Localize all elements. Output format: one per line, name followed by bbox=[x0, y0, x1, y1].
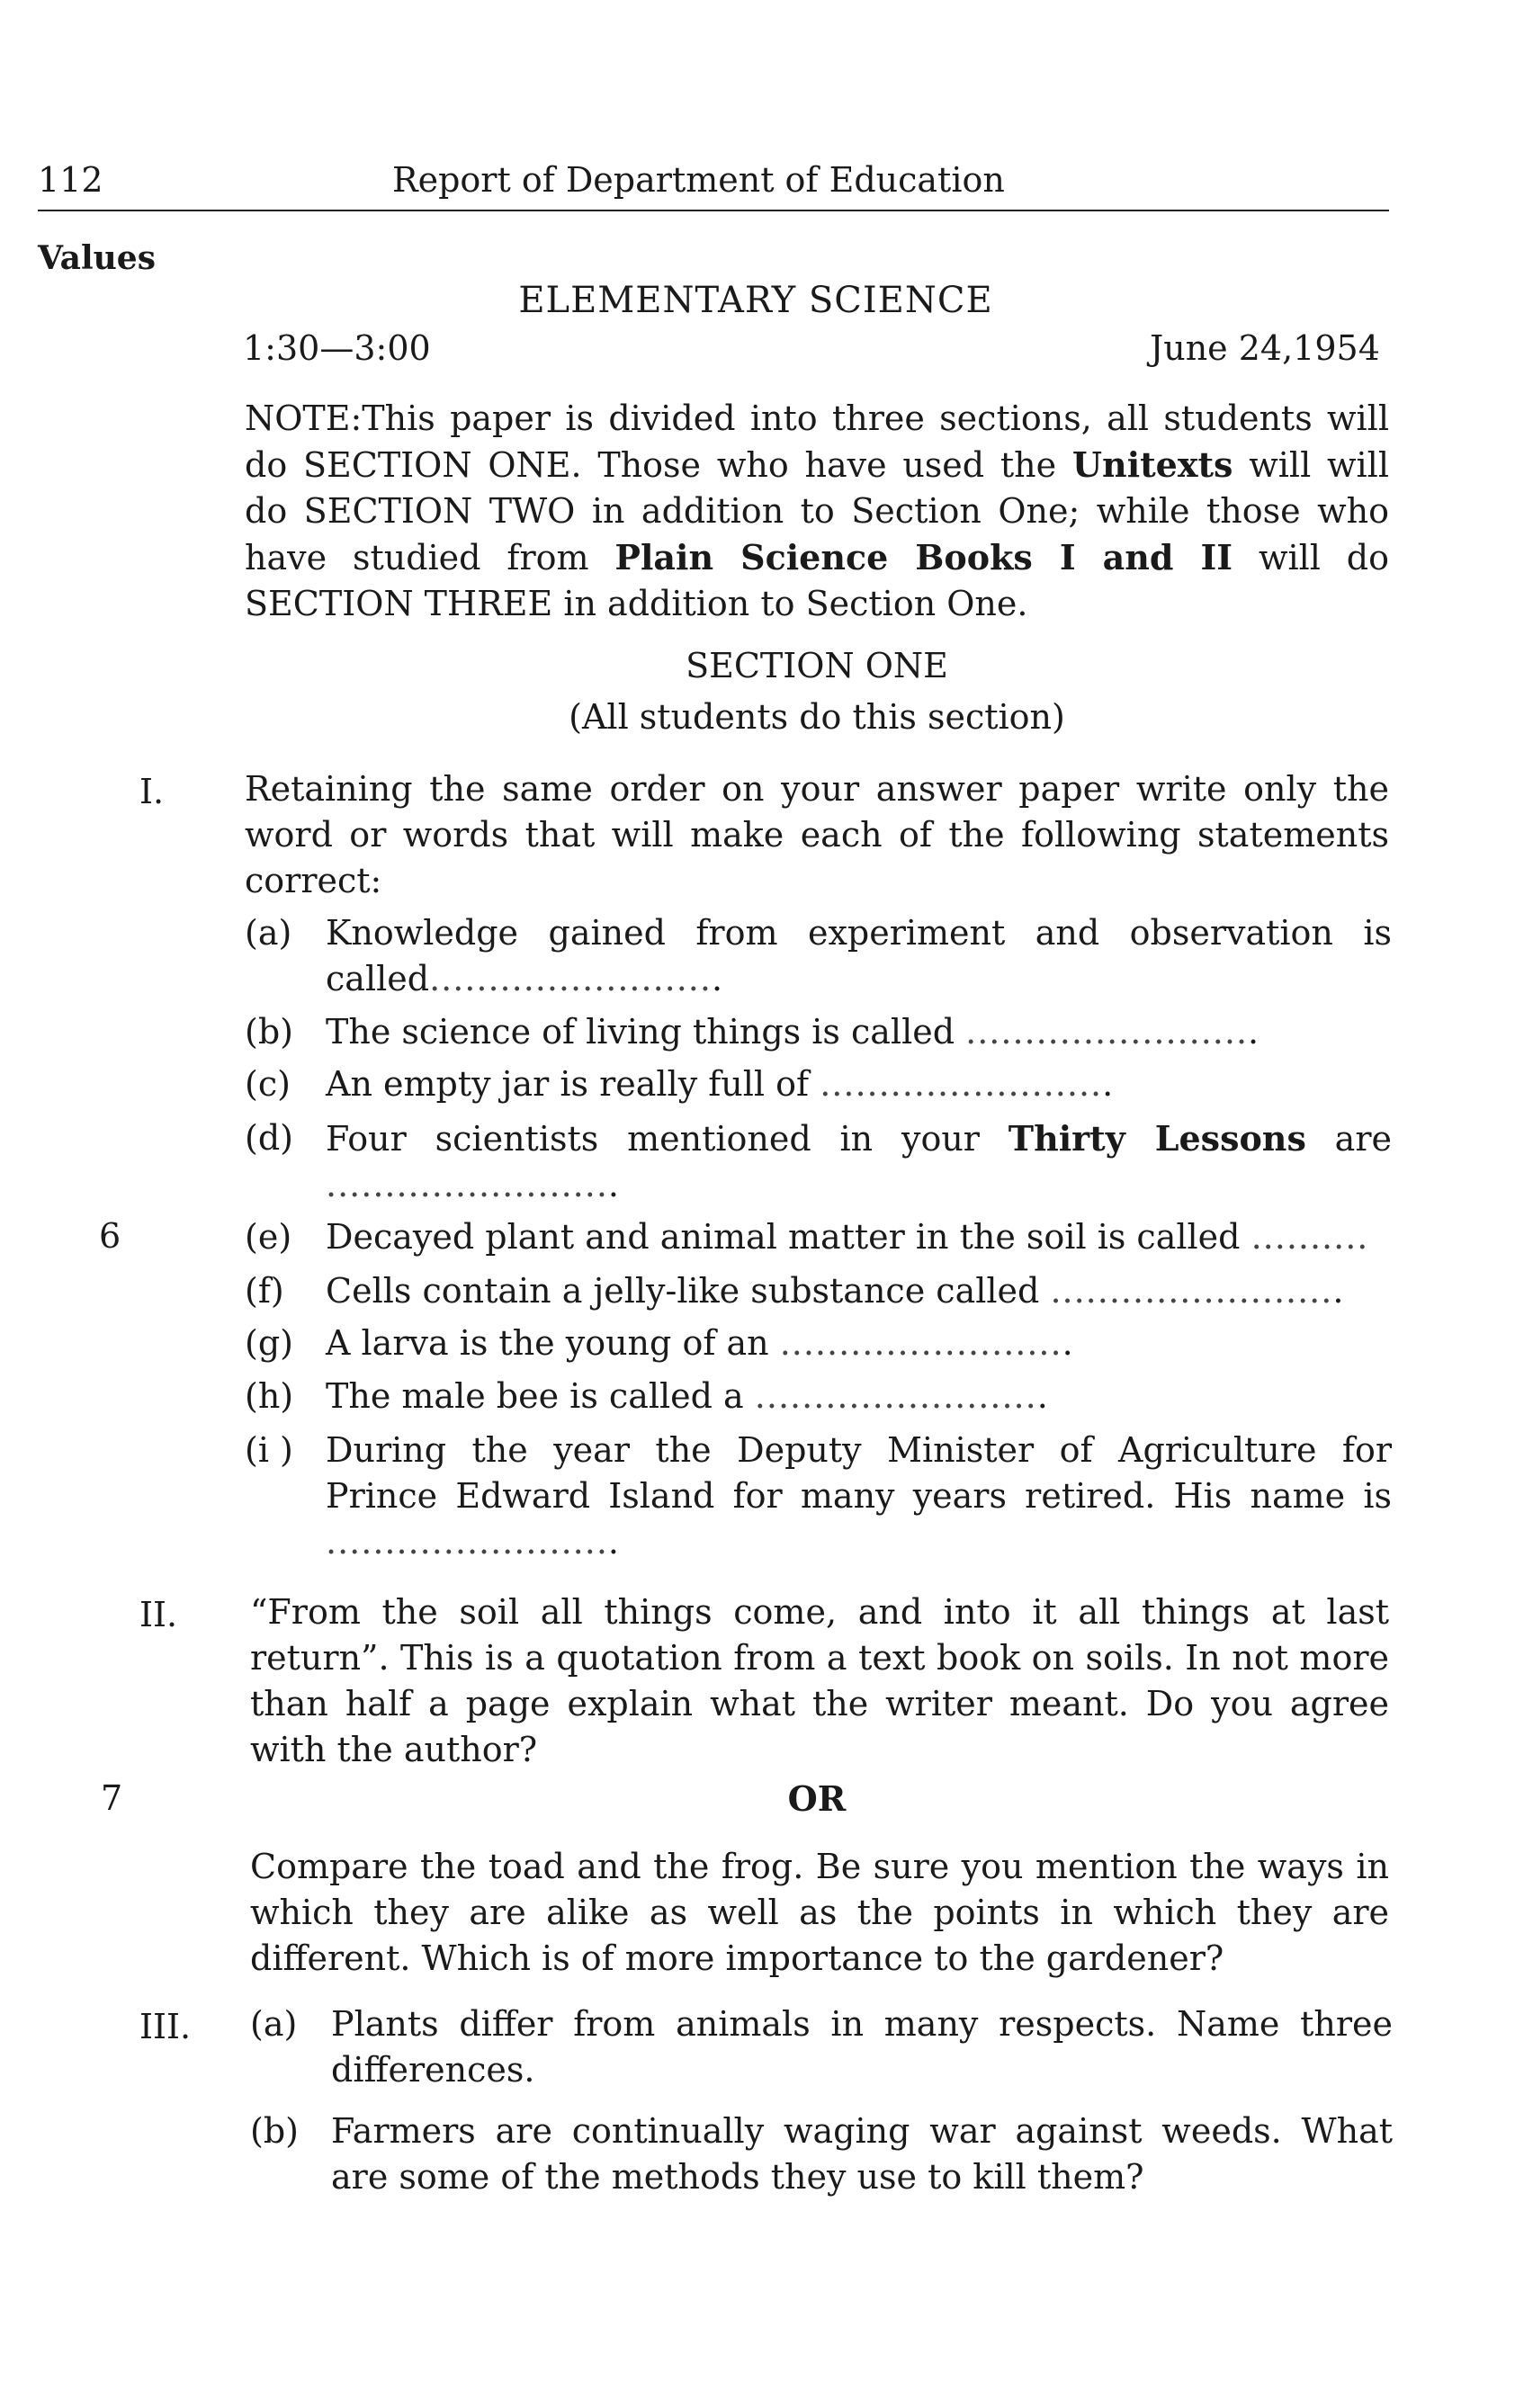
answer-blank: ........................ bbox=[965, 1012, 1249, 1052]
item-label: (b) bbox=[250, 2111, 299, 2151]
answer-blank: ........................ bbox=[326, 1165, 608, 1204]
item-label: (b) bbox=[245, 1012, 293, 1052]
item-text: An empty jar is really full of bbox=[326, 1064, 810, 1104]
q1-item-i: (i ) During the year the Deputy Minister of Agriculture for Prince Edward Island for many years retired. His name is ......................... bbox=[245, 1428, 1392, 1567]
note-text-1: NOTE:This paper is divided into three sections, all students will do SECTION ONE. Those who have used the bbox=[245, 398, 1389, 485]
section-one-title: SECTION ONE bbox=[686, 646, 948, 685]
exam-note bbox=[245, 396, 1389, 627]
question-2-or: OR bbox=[787, 1778, 847, 1819]
question-2-text-b: Compare the toad and the frog. Be sure you mention the ways in which they are alike as well as the points in which they are different. Which is of more importance to the gardener? bbox=[250, 1847, 1389, 1978]
item-text: The male bee is called a bbox=[326, 1376, 744, 1416]
header-rule bbox=[38, 210, 1389, 211]
item-label: (a) bbox=[245, 913, 292, 953]
note-text-2: will will do SECTION TWO in addition to Section One; while those who have studied from bbox=[245, 445, 1389, 577]
item-label: (e) bbox=[245, 1217, 292, 1257]
item-label: (g) bbox=[245, 1323, 293, 1363]
item-label: (a) bbox=[250, 2004, 298, 2044]
answer-blank: ........................ bbox=[779, 1323, 1062, 1363]
q1-item-d: (d) Four scientists mentioned in your Thirty Lessons are ......................... bbox=[245, 1115, 1392, 1207]
answer-blank: ........................ bbox=[754, 1376, 1037, 1416]
item-label: (c) bbox=[245, 1064, 291, 1104]
answer-blank: ........................ bbox=[429, 959, 712, 998]
item-text: Cells contain a jelly-like substance called bbox=[326, 1271, 1040, 1311]
q1-item-a: (a) Knowledge gained from experiment and observation is called......................... bbox=[245, 910, 1392, 1002]
item-text: Four scientists mentioned in your bbox=[326, 1119, 1009, 1159]
item-text: Plants differ from animals in many respects. Name three differences. bbox=[331, 2004, 1393, 2090]
question-1-mark: 6 bbox=[99, 1216, 121, 1256]
question-1-number: I. bbox=[139, 772, 165, 811]
question-1-stem: Retaining the same order on your answer paper write only the word or words that will make each of the following statements correct: bbox=[245, 769, 1389, 900]
item-text: A larva is the young of an bbox=[326, 1323, 769, 1363]
values-margin-label: Values bbox=[38, 239, 156, 277]
item-text: The science of living things is called bbox=[326, 1012, 955, 1052]
question-3-number: III. bbox=[139, 2007, 192, 2046]
answer-blank: ........................ bbox=[820, 1064, 1103, 1104]
item-bold-thirty-lessons: Thirty Lessons bbox=[1008, 1118, 1306, 1159]
question-2-number: II. bbox=[139, 1595, 178, 1634]
item-text: Knowledge gained from experiment and observation is called bbox=[326, 913, 1392, 998]
item-text: Decayed plant and animal matter in the soil is called bbox=[326, 1217, 1241, 1257]
note-bold-unitexts: Unitexts bbox=[1071, 444, 1233, 485]
page-number: 112 bbox=[38, 160, 103, 200]
question-2-text-a: “From the soil all things come, and into it all things at last return”. This is a quotation from a text book on soils. In not more than half a page explain what the writer meant. Do you agree with the author? bbox=[250, 1592, 1389, 1769]
item-label: (i ) bbox=[245, 1430, 293, 1470]
exam-date: June 24,1954 bbox=[1150, 328, 1380, 368]
item-text: Farmers are continually waging war against weeds. What are some of the methods they use to kill them? bbox=[331, 2111, 1393, 2197]
section-one-subtitle: (All students do this section) bbox=[569, 697, 1065, 737]
answer-blank: .......... bbox=[1251, 1217, 1369, 1257]
note-bold-plain-science: Plain Science Books I and II bbox=[614, 537, 1233, 577]
item-text: are bbox=[1305, 1119, 1392, 1159]
question-2-mark: 7 bbox=[101, 1778, 123, 1818]
running-header-title: Report of Department of Education bbox=[392, 160, 1005, 200]
q3-item-b bbox=[250, 2108, 1393, 2200]
q3-item-a bbox=[250, 2001, 1393, 2093]
item-label: (d) bbox=[245, 1118, 293, 1158]
note-text-3: will do SECTION THREE in addition to Section One. bbox=[245, 538, 1390, 623]
answer-blank: ........................ bbox=[326, 1522, 608, 1562]
item-label: (h) bbox=[245, 1376, 294, 1416]
exam-time: 1:30—3:00 bbox=[243, 328, 431, 368]
exam-title: ELEMENTARY SCIENCE bbox=[518, 280, 993, 321]
item-label: (f) bbox=[245, 1271, 284, 1311]
answer-blank: ........................ bbox=[1050, 1271, 1333, 1311]
item-text: During the year the Deputy Minister of Agriculture for Prince Edward Island for many years retired. His name is bbox=[326, 1430, 1392, 1516]
